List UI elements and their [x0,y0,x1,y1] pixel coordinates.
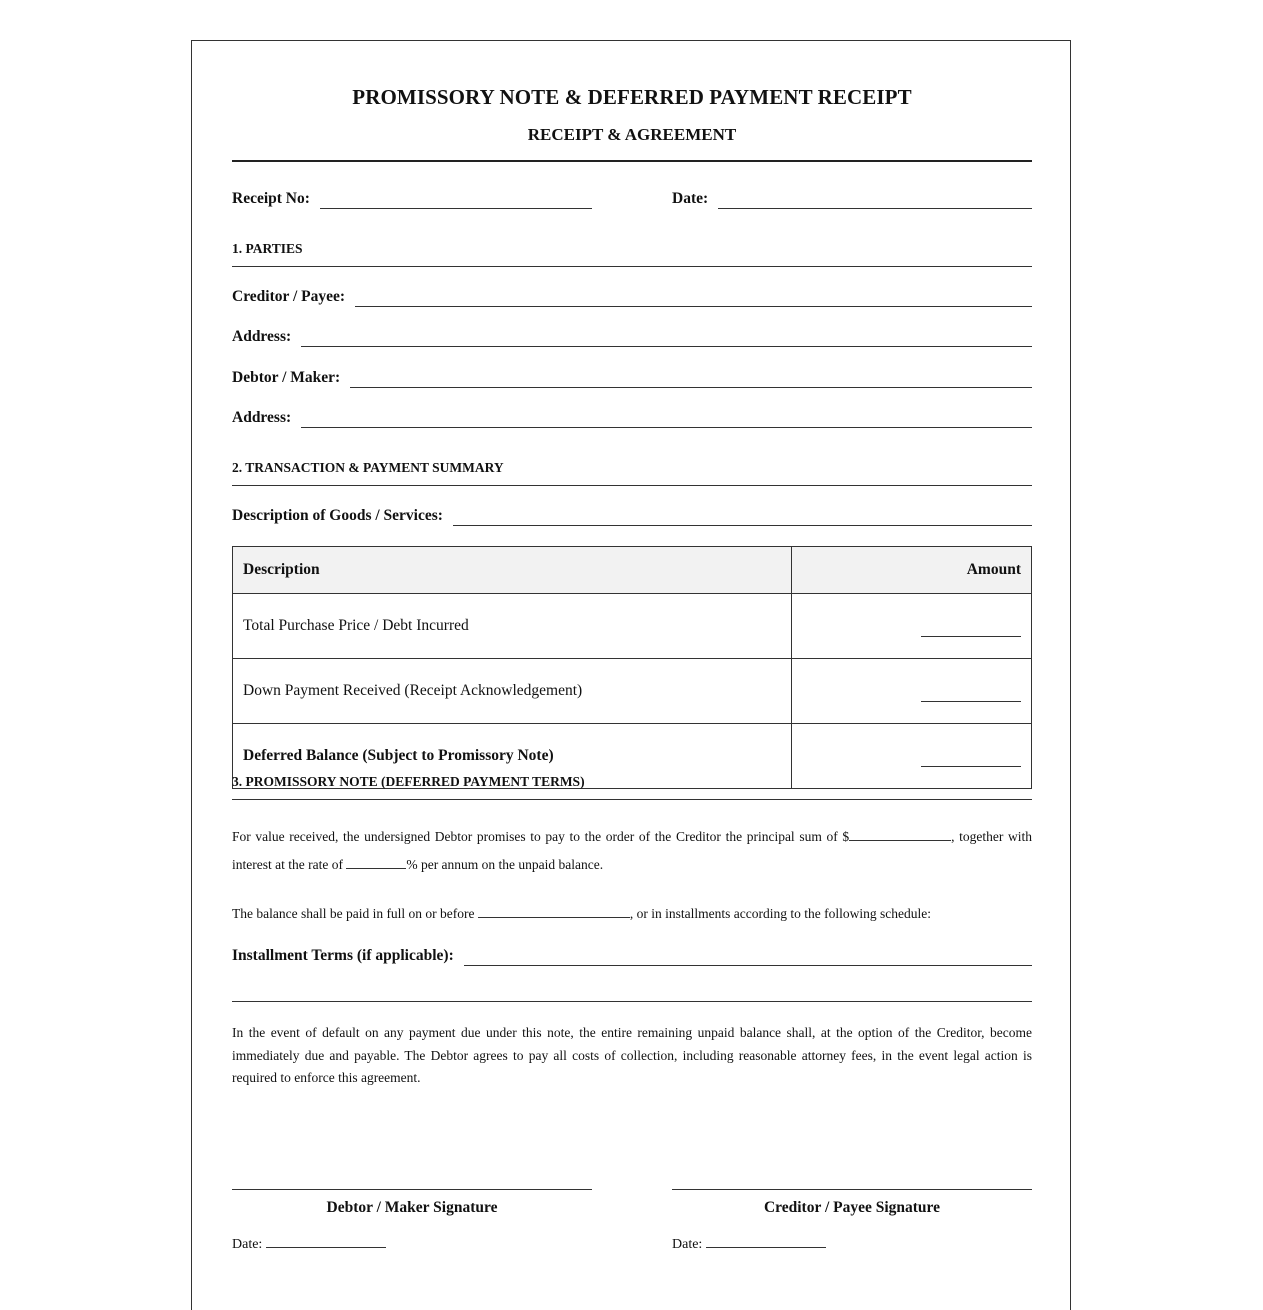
title-divider [232,160,1032,162]
section-promissory-heading: 3. PROMISSORY NOTE (DEFERRED PAYMENT TERMS) [232,774,1032,800]
due-date-paragraph [232,900,1032,928]
due-date-text-b: , or in installments according to the following schedule: [629,906,931,921]
debtor-input-line[interactable] [350,373,1032,388]
debtor-field[interactable] [232,362,1032,388]
default-clause: In the event of default on any payment due under this note, the entire remaining unpaid balance shall, at the option of the Creditor, become immediately due and payable. The Debtor agrees to pay all costs of collection, including reasonable attorney fees, in the event legal action is required to enforce this agreement. [232,1025,1032,1085]
due-date-text-a: The balance shall be paid in full on or before [232,906,478,921]
table-header-row [233,547,1032,594]
debtor-signature-date [232,1235,592,1253]
goods-description-field[interactable] [232,500,1032,526]
installment-terms-input-line[interactable] [464,951,1032,966]
table-row [233,594,1032,659]
row-amount-cell[interactable] [792,594,1032,659]
creditor-address-field[interactable] [232,321,1032,347]
creditor-signature-line[interactable] [672,1189,1032,1190]
debtor-address-input-line[interactable] [301,413,1032,428]
row-description: Deferred Balance (Subject to Promissory Note) [233,724,792,789]
creditor-date-label: Date: [672,1237,703,1252]
creditor-signature-block [672,1189,1032,1253]
amount-input-line[interactable] [921,754,1021,767]
debtor-label: Debtor / Maker: [232,369,341,386]
section-transaction-heading: 2. TRANSACTION & PAYMENT SUMMARY [232,460,1032,486]
document-page [191,40,1071,1310]
installment-terms-field[interactable] [232,940,1032,966]
creditor-date-blank[interactable] [706,1235,826,1248]
creditor-signature-date [672,1235,1032,1253]
debtor-signature-label: Debtor / Maker Signature [326,1199,498,1216]
creditor-signature-label: Creditor / Payee Signature [763,1199,941,1216]
creditor-address-label: Address: [232,328,292,345]
document-title: PROMISSORY NOTE & DEFERRED PAYMENT RECEIPT [352,85,912,109]
principal-amount-blank[interactable] [849,828,951,841]
row-description: Down Payment Received (Receipt Acknowledgement) [233,659,792,724]
creditor-input-line[interactable] [355,292,1032,307]
table-row [233,659,1032,724]
goods-description-label: Description of Goods / Services: [232,507,443,524]
principal-paragraph [232,823,1032,879]
debtor-address-label: Address: [232,409,292,426]
principal-text-a: For value received, the undersigned Debtor promises to pay to the order of the Creditor the principal sum of $ [232,829,850,844]
row-amount-cell[interactable] [792,659,1032,724]
due-date-blank[interactable] [478,905,630,918]
debtor-signature-block [232,1189,592,1253]
date-input-line[interactable] [718,194,1032,209]
section-parties-heading: 1. PARTIES [232,241,1032,267]
debtor-address-field[interactable] [232,402,1032,428]
debtor-date-blank[interactable] [266,1235,386,1248]
installment-terms-label: Installment Terms (if applicable): [232,947,454,964]
debtor-signature-line[interactable] [232,1189,592,1190]
date-field[interactable] [672,183,1032,209]
document-subtitle: RECEIPT & AGREEMENT [527,125,737,144]
row-description: Total Purchase Price / Debt Incurred [233,594,792,659]
creditor-field[interactable] [232,281,1032,307]
amount-input-line[interactable] [921,689,1021,702]
debtor-date-label: Date: [232,1237,263,1252]
interest-rate-blank[interactable] [346,856,406,869]
principal-text-b: , together with interest at the rate of [232,829,1032,872]
payment-summary-table [232,546,1032,789]
amount-input-line[interactable] [921,624,1021,637]
creditor-address-input-line[interactable] [301,332,1032,347]
receipt-no-field[interactable] [232,183,592,209]
date-label: Date: [672,190,709,207]
creditor-label: Creditor / Payee: [232,288,346,305]
principal-text-c: % per annum on the unpaid balance. [406,857,604,872]
installment-terms-extra-line[interactable] [232,1001,1032,1002]
receipt-no-label: Receipt No: [232,190,310,207]
goods-description-input-line[interactable] [453,511,1032,526]
receipt-no-input-line[interactable] [320,194,592,209]
column-header-description: Description [233,547,792,594]
column-header-amount: Amount [792,547,1032,594]
